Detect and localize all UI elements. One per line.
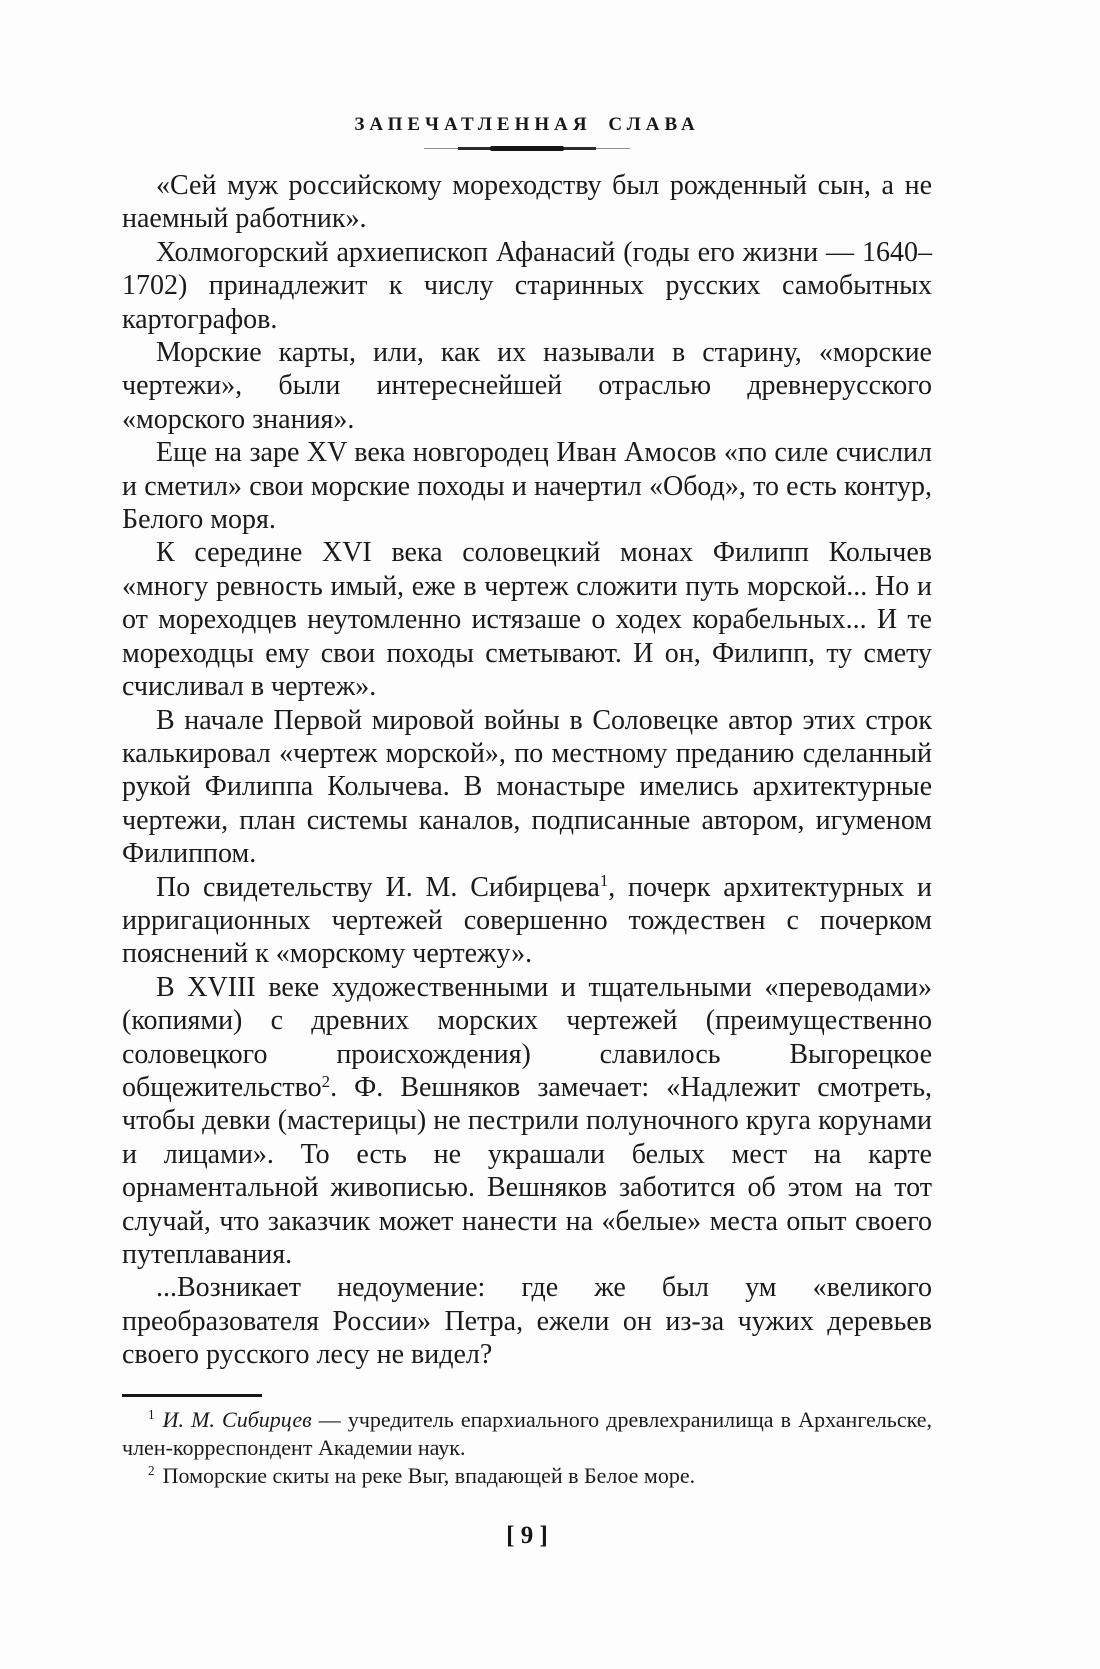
paragraph: Холмогорский архиепископ Афанасий (годы его жизни — 1640–1702) принадлежит к числу старинных русских самобытных картографов. — [122, 236, 932, 335]
body-text — [122, 169, 932, 1372]
superscript-marker: 2 — [148, 1463, 155, 1479]
running-head-title: ЗАПЕЧАТЛЕННАЯ СЛАВА — [354, 114, 700, 135]
superscript-marker: 1 — [599, 871, 609, 891]
footnote: $^2$ Поморские скиты на реке Выг, впадающей в Белое море. — [148, 1462, 696, 1488]
footnote: $^1$ И. М. Сибирцев — учредитель епархиального древлехранилища в Архангельске, член-корреспондент Академии наук. — [122, 1406, 932, 1460]
superscript-marker: 2 — [321, 1071, 331, 1091]
footnote-rule — [122, 1394, 262, 1397]
page-number: [ 9 ] — [506, 1521, 548, 1549]
paragraph: К середине XVI века соловецкий монах Филипп Колычев «многу ревность имый, еже в чертеж сложити путь морской... Но и от мореходцев неутомленно истязаше о ходех корабельных... И те мореходцы ему свои походы сметывают. И он, Филипп, ту смету счисливал в чертеж». — [122, 537, 932, 703]
paragraph: По свидетельству И. М. Сибирцева$^1$, почерк архитектурных и ирригационных чертежей совершенно тождествен с почерком пояснений к «морскому чертежу». — [122, 871, 932, 970]
paragraph: В XVIII веке художественными и тщательными «переводами» (копиями) с древних морских чертежей (преимущественно соловецкого происхождения) славилось Выгорецкое общежительство$^2$. Ф. Вешняков замечает: «Надлежит смотреть, чтобы девки (мастерицы) не пестрили полуночного круга корунами и лицами». То есть не украшали белых мест на карте орнаментальной живописью. Вешняков заботится об этом на тот случай, что заказчик может нанести на «белые» места опыт своего путеплавания. — [122, 971, 932, 1270]
paragraph: Морские карты, или, как их называли в старину, «морские чертежи», были интереснейшей отраслью древнерусского «морского знания». — [122, 337, 932, 435]
divider-center-bar — [490, 146, 564, 151]
footnotes — [122, 1406, 932, 1490]
paragraph: «Сей муж российскому мореходству был рожденный сын, а не наемный работник». — [122, 170, 932, 235]
paragraph: ...Возникает недоумение: где же был ум «великого преобразователя России» Петра, ежели он из-за чужих деревьев своего русского лесу не видел? — [122, 1272, 932, 1371]
italic-text: И. М. Сибирцев — [162, 1406, 312, 1432]
header-divider-ornament — [424, 146, 630, 152]
text-column — [122, 0, 932, 1550]
paragraph: Еще на заре XV века новгородец Иван Амосов «по силе счислил и сметил» свои морские походы и начертил «Обод», то есть контур, Белого моря. — [122, 437, 932, 536]
superscript-marker: 1 — [148, 1407, 155, 1423]
paragraph: В начале Первой мировой войны в Соловецке автор этих строк калькировал «чертеж морской», по местному преданию сделанный рукой Филиппа Колычева. В монастыре имелись архитектурные чертежи, план системы каналов, подписанные автором, игуменом Филиппом. — [122, 704, 932, 870]
